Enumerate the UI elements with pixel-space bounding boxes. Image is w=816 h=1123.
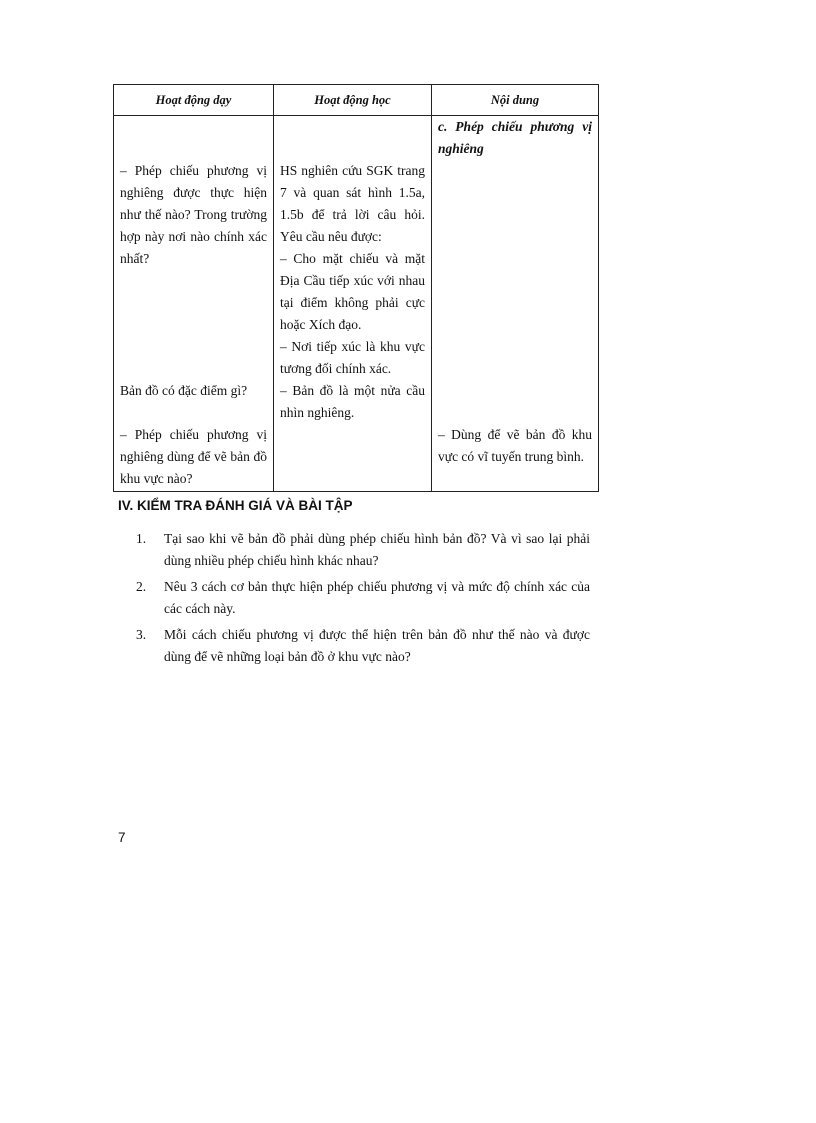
header-learning-activity: Hoạt động học bbox=[274, 85, 432, 116]
content-heading: c. Phép chiếu phương vị nghiêng bbox=[438, 119, 592, 156]
question-text: Mỗi cách chiếu phương vị được thể hiện trên bản đồ như thế nào và được dùng để vẽ những loại bản đồ ở khu vực nào? bbox=[164, 627, 590, 664]
list-item bbox=[118, 576, 590, 620]
question-text: Nêu 3 cách cơ bản thực hiện phép chiếu phương vị và mức độ chính xác của các cách này. bbox=[164, 579, 590, 616]
list-item bbox=[118, 528, 590, 572]
table-row bbox=[114, 380, 599, 424]
question-list bbox=[118, 528, 590, 672]
teacher-question-3: – Phép chiếu phương vị nghiêng dùng để vẽ bản đồ khu vực nào? bbox=[120, 427, 267, 486]
teacher-question-2: Bản đồ có đặc điểm gì? bbox=[120, 383, 248, 398]
content-text-1: – Dùng để vẽ bản đồ khu vực có vĩ tuyến trung bình. bbox=[438, 427, 592, 464]
table-row bbox=[114, 160, 599, 380]
question-number: 1. bbox=[136, 531, 147, 546]
question-number: 2. bbox=[136, 579, 147, 594]
student-answer-4: – Bản đồ là một nửa cầu nhìn nghiêng. bbox=[280, 383, 425, 420]
table-row bbox=[114, 116, 599, 161]
header-teaching-activity: Hoạt động dạy bbox=[114, 85, 274, 116]
student-answer-2: – Cho mặt chiếu và mặt Địa Cầu tiếp xúc với nhau tại điểm không phải cực hoặc Xích đạo. bbox=[280, 251, 425, 332]
page-number: 7 bbox=[118, 830, 126, 845]
question-text: Tại sao khi vẽ bản đồ phải dùng phép chiếu hình bản đồ? Và vì sao lại phải dùng nhiều phép chiếu hình khác nhau? bbox=[164, 531, 590, 568]
section-title: IV. KIỂM TRA ĐÁNH GIÁ VÀ BÀI TẬP bbox=[118, 498, 353, 513]
table-header-row bbox=[114, 85, 599, 116]
lesson-table bbox=[113, 84, 599, 492]
header-content: Nội dung bbox=[432, 85, 599, 116]
question-number: 3. bbox=[136, 627, 147, 642]
table-row bbox=[114, 424, 599, 492]
student-answer-3: – Nơi tiếp xúc là khu vực tương đối chính xác. bbox=[280, 339, 425, 376]
student-answer-1: HS nghiên cứu SGK trang 7 và quan sát hình 1.5a, 1.5b để trả lời câu hỏi. Yêu cầu nêu được: bbox=[280, 163, 425, 244]
teacher-question-1: – Phép chiếu phương vị nghiêng được thực hiện như thế nào? Trong trường hợp này nơi nào chính xác nhất? bbox=[120, 163, 267, 266]
list-item bbox=[118, 624, 590, 668]
